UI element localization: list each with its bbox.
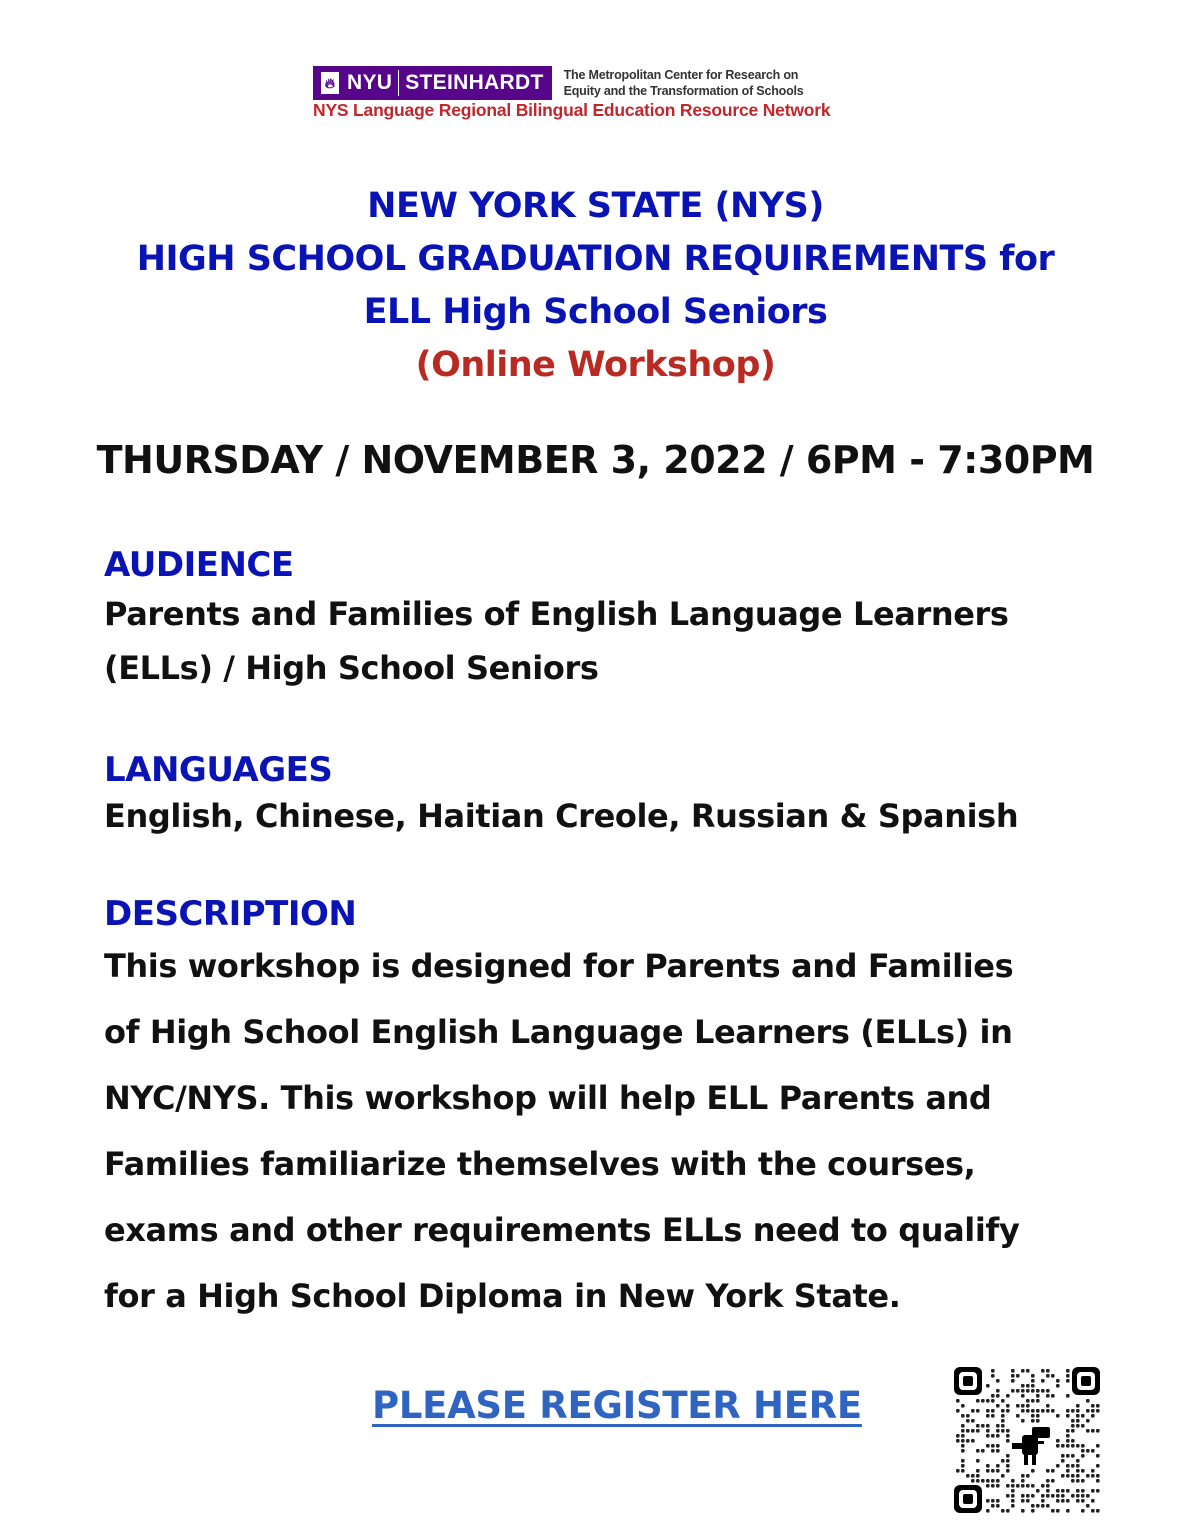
dinosaur-icon <box>1012 1427 1050 1465</box>
description-line: Families familiarize themselves with the courses, <box>104 1145 976 1183</box>
nyu-steinhardt-logo <box>313 66 552 100</box>
center-name <box>564 67 804 99</box>
description-heading: DESCRIPTION <box>104 894 357 934</box>
page-title <box>0 180 1191 392</box>
qr-code-icon[interactable] <box>952 1365 1102 1515</box>
audience-line-2: (ELLs) / High School Seniors <box>104 649 599 687</box>
languages-heading: LANGUAGES <box>104 750 333 790</box>
languages-text: English, Chinese, Haitian Creole, Russian & Spanish <box>104 797 1019 835</box>
languages-section <box>104 748 1104 840</box>
org-logo <box>313 66 883 121</box>
title-line-2: HIGH SCHOOL GRADUATION REQUIREMENTS for <box>136 239 1055 279</box>
nyu-label: NYU <box>347 71 393 94</box>
steinhardt-label: STEINHARDT <box>405 71 544 94</box>
audience-line-1: Parents and Families of English Language Learners <box>104 595 1009 633</box>
torch-icon: 🔥︎ <box>321 72 339 94</box>
description-line: exams and other requirements ELLs need to qualify <box>104 1211 1020 1249</box>
description-line: NYC/NYS. This workshop will help ELL Parents and <box>104 1079 992 1117</box>
title-line-3: ELL High School Seniors <box>363 292 828 332</box>
title-subtitle: (Online Workshop) <box>415 345 776 385</box>
register-link[interactable]: PLEASE REGISTER HERE <box>372 1384 862 1427</box>
audience-section <box>104 543 1104 695</box>
description-line: for a High School Diploma in New York State. <box>104 1277 901 1315</box>
center-line-1: The Metropolitan Center for Research on <box>563 68 799 82</box>
network-name: NYS Language Regional Bilingual Education Resource Network <box>313 100 831 120</box>
center-line-2: Equity and the Transformation of Schools <box>563 84 804 98</box>
description-line: of High School English Language Learners (ELLs) in <box>104 1013 1013 1051</box>
logo-divider <box>398 70 399 96</box>
audience-heading: AUDIENCE <box>104 545 294 585</box>
title-line-1: NEW YORK STATE (NYS) <box>367 186 824 226</box>
event-date: THURSDAY / NOVEMBER 3, 2022 / 6PM - 7:30PM <box>96 438 1095 482</box>
description-section <box>104 892 1084 1332</box>
description-line: This workshop is designed for Parents and Families <box>104 947 1014 985</box>
